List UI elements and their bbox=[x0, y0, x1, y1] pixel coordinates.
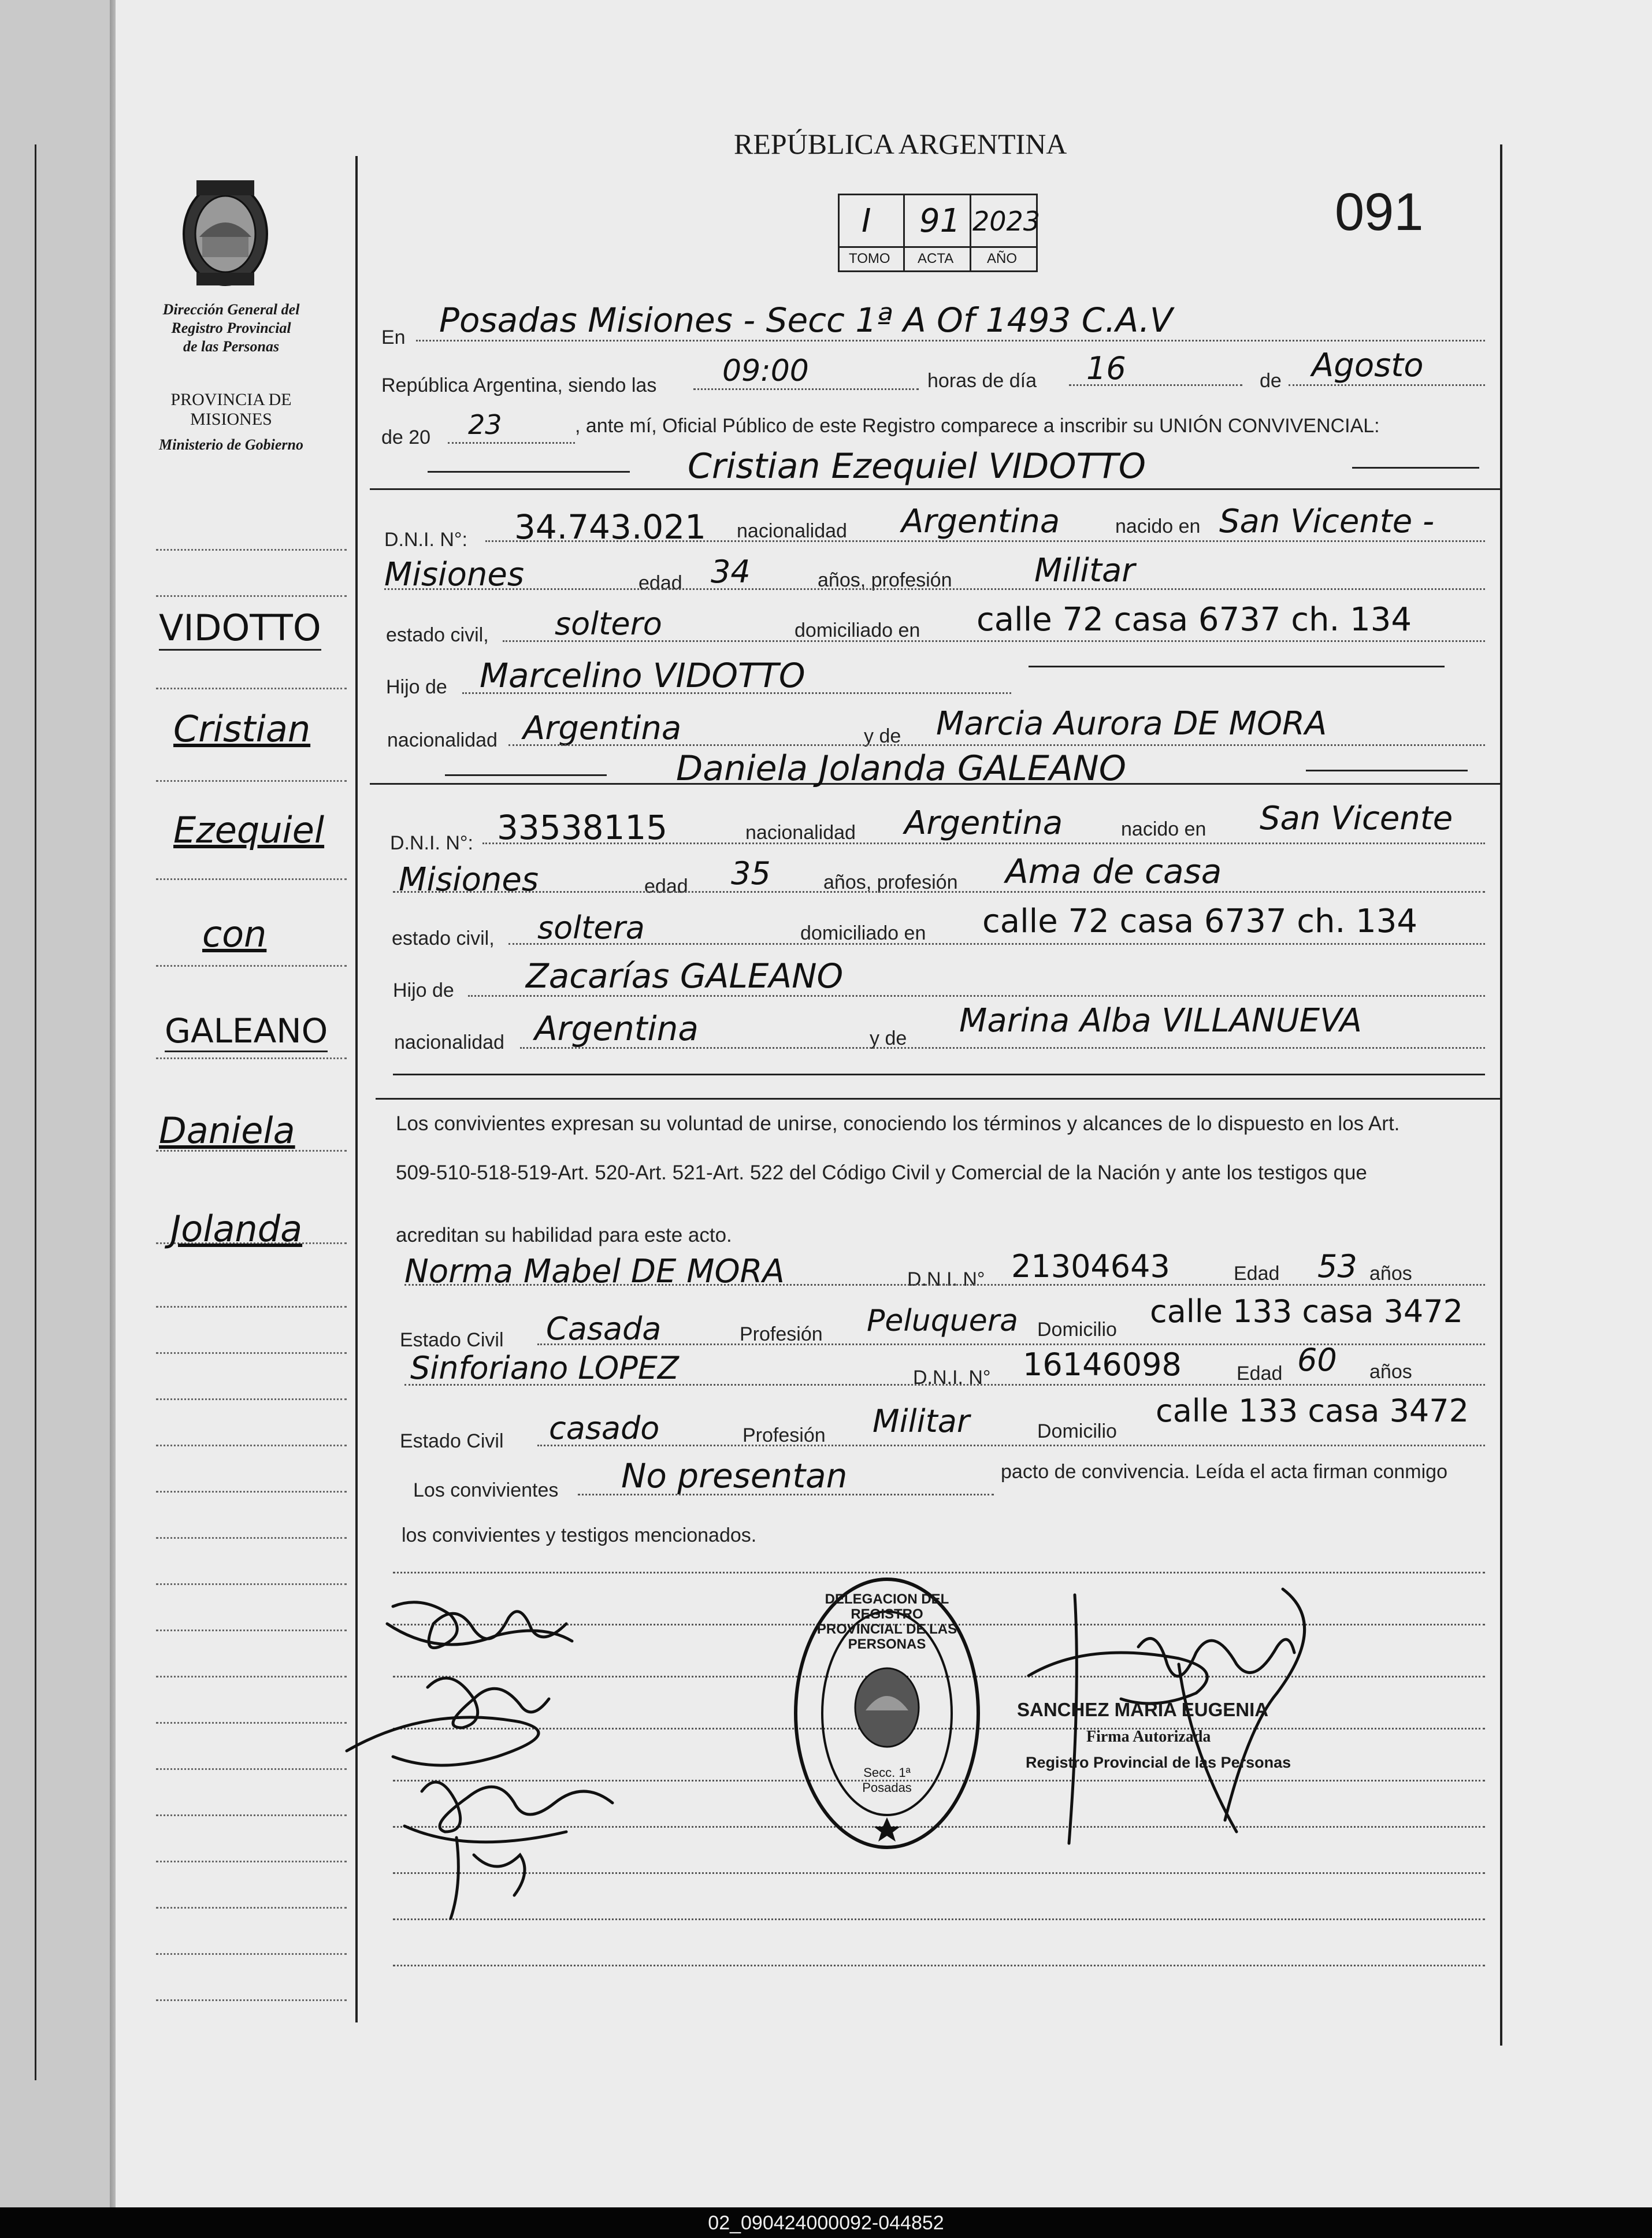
w2-anios-label: años bbox=[1369, 1361, 1412, 1383]
official-name: SANCHEZ MARIA EUGENIA bbox=[1017, 1699, 1269, 1720]
w1-anios-label: años bbox=[1369, 1263, 1412, 1285]
margin-line bbox=[156, 688, 347, 689]
right-border bbox=[1500, 144, 1502, 2046]
w1-name: Norma Mabel DE MORA bbox=[404, 1253, 785, 1290]
pacto-label: pacto de convivencia. Leída el acta firman conmigo bbox=[1001, 1461, 1448, 1483]
w2-profesion: Militar bbox=[873, 1403, 970, 1439]
anio-value: 2023 bbox=[972, 206, 1041, 237]
margin-line bbox=[156, 1398, 347, 1400]
w2-estado: casado bbox=[549, 1410, 660, 1446]
w2-name: Sinforiano LOPEZ bbox=[410, 1350, 679, 1386]
w1-domicilio-label: Domicilio bbox=[1037, 1319, 1117, 1341]
margin-line bbox=[156, 1352, 347, 1354]
place-value: Posadas Misiones - Secc 1ª A Of 1493 C.A.V bbox=[439, 300, 1173, 340]
w2-line-1 bbox=[404, 1384, 1485, 1386]
p1-nac-padre: Argentina bbox=[523, 710, 682, 747]
w1-profesion-label: Profesión bbox=[740, 1323, 823, 1345]
p1-dni-label: D.N.I. N°: bbox=[384, 529, 467, 551]
margin-line bbox=[156, 1537, 347, 1539]
margin-name-con: con bbox=[202, 913, 267, 955]
name-dash-left bbox=[428, 471, 630, 473]
convivientes-label: Los convivientes bbox=[413, 1479, 559, 1501]
w1-line-1 bbox=[404, 1284, 1485, 1286]
p2-closing-rule bbox=[393, 1074, 1485, 1075]
tomo-value: I bbox=[862, 202, 871, 240]
convivientes-witness-signatures bbox=[324, 1583, 647, 1942]
p1-dni: 34.743.021 bbox=[514, 507, 707, 547]
month-value: Agosto bbox=[1312, 347, 1424, 384]
margin-line bbox=[156, 1722, 347, 1724]
official-role: Firma Autorizada bbox=[1086, 1728, 1211, 1746]
seal-text: DELEGACION DEL REGISTRO PROVINCIAL DE LAS PERSONAS bbox=[816, 1591, 957, 1652]
w1-estado: Casada bbox=[546, 1311, 662, 1347]
pacto-line bbox=[578, 1494, 994, 1495]
w2-profesion-label: Profesión bbox=[743, 1424, 826, 1446]
w2-dni-label: D.N.I. N° bbox=[913, 1367, 991, 1389]
country-title: REPÚBLICA ARGENTINA bbox=[734, 128, 1067, 160]
p2-dash-left bbox=[445, 774, 607, 776]
margin-line bbox=[156, 1814, 347, 1816]
coat-of-arms-icon bbox=[173, 173, 277, 289]
institution-name bbox=[133, 300, 329, 356]
institution-line: Registro Provincial bbox=[171, 320, 291, 336]
body-line-1: Los convivientes expresan su voluntad de unirse, conociendo los términos y alcances de lo dispuesto en los Art. bbox=[396, 1112, 1400, 1135]
p2-madre: Marina Alba VILLANUEVA bbox=[959, 1002, 1362, 1040]
p2-nacido-1: San Vicente bbox=[1260, 800, 1453, 837]
scan-footer-bar bbox=[0, 2207, 1652, 2238]
w2-dni: 16146098 bbox=[1023, 1346, 1182, 1383]
p2-line-1 bbox=[482, 843, 1485, 844]
p1-nac-label: nacionalidad bbox=[737, 520, 847, 542]
margin-line bbox=[156, 1491, 347, 1493]
p2-dni-label: D.N.I. N°: bbox=[390, 832, 473, 854]
p2-dash-right bbox=[1306, 770, 1468, 771]
acta-label: ACTA bbox=[918, 251, 954, 266]
p1-nac-padre-label: nacionalidad bbox=[387, 729, 498, 751]
margin-line bbox=[156, 1445, 347, 1446]
anio-label: AÑO bbox=[987, 251, 1018, 266]
p2-padre: Zacarías GALEANO bbox=[526, 956, 844, 996]
margin-name-vidotto: VIDOTTO bbox=[159, 607, 321, 651]
p1-domicilio: calle 72 casa 6737 ch. 134 bbox=[977, 601, 1412, 639]
acta-value: 91 bbox=[919, 202, 961, 240]
margin-name-ezequiel: Ezequiel bbox=[173, 809, 325, 851]
w2-edad: 60 bbox=[1297, 1342, 1337, 1378]
p1-profesion-label: años, profesión bbox=[818, 569, 952, 591]
w1-edad-label: Edad bbox=[1234, 1263, 1280, 1285]
p1-nacionalidad: Argentina bbox=[901, 503, 1060, 540]
w2-domicilio-label: Domicilio bbox=[1037, 1420, 1117, 1442]
w1-profesion: Peluquera bbox=[867, 1304, 1018, 1338]
w2-edad-label: Edad bbox=[1237, 1363, 1283, 1385]
statement: , ante mí, Oficial Público de este Registro comparece a inscribir su UNIÓN CONVIVENCIAL: bbox=[575, 415, 1380, 437]
institution-line: Dirección General del bbox=[162, 301, 300, 318]
province-line: PROVINCIA DE bbox=[170, 390, 292, 409]
p2-line-3 bbox=[508, 943, 1485, 945]
p1-padre: Marcelino VIDOTTO bbox=[480, 656, 805, 695]
margin-line bbox=[156, 1057, 347, 1059]
margin-line bbox=[156, 1676, 347, 1677]
margin-line bbox=[156, 1768, 347, 1770]
siendo-label: República Argentina, siendo las bbox=[381, 374, 657, 396]
pacto-value: No presentan bbox=[621, 1456, 848, 1495]
person1-full-name: Cristian Ezequiel VIDOTTO bbox=[688, 446, 1146, 487]
closing-last-line: los convivientes y testigos mencionados. bbox=[402, 1524, 757, 1546]
margin-name-galeano: GALEANO bbox=[165, 1011, 328, 1052]
margin-name-jolanda: Jolanda bbox=[170, 1208, 303, 1250]
p2-nacido-label: nacido en bbox=[1121, 818, 1206, 840]
name-dash-right bbox=[1352, 467, 1479, 469]
w2-estado-label: Estado Civil bbox=[400, 1430, 504, 1452]
p2-nacionalidad: Argentina bbox=[904, 804, 1063, 842]
margin-line bbox=[156, 595, 347, 597]
acta-number: 091 bbox=[1335, 183, 1424, 242]
ministry-name: Ministerio de Gobierno bbox=[159, 436, 303, 453]
p1-line-4 bbox=[462, 692, 1011, 694]
p1-domicilio-label: domiciliado en bbox=[795, 619, 920, 641]
seal-inner-text: Secc. 1ª Posadas bbox=[862, 1765, 912, 1795]
province-line: MISIONES bbox=[190, 410, 272, 429]
previous-page-edge bbox=[0, 0, 121, 2207]
w1-domicilio: calle 133 casa 3472 bbox=[1150, 1293, 1464, 1330]
p1-nacido-1: San Vicente - bbox=[1219, 503, 1435, 540]
p1-nacido-2: Misiones bbox=[384, 556, 524, 593]
w1-dni: 21304643 bbox=[1011, 1248, 1170, 1285]
margin-line bbox=[156, 1306, 347, 1308]
signature-line bbox=[393, 1572, 1485, 1573]
hour-value: 09:00 bbox=[722, 354, 809, 388]
tomo-acta-anio-box bbox=[838, 194, 1041, 272]
p1-line-1 bbox=[485, 540, 1485, 542]
tomo-label: TOMO bbox=[849, 251, 890, 266]
p2-domicilio-label: domiciliado en bbox=[800, 922, 926, 944]
p2-dni: 33538115 bbox=[497, 808, 668, 847]
p2-line-4 bbox=[468, 995, 1485, 997]
p2-line-5 bbox=[520, 1047, 1485, 1049]
p2-estado-label: estado civil, bbox=[392, 927, 495, 949]
p2-edad-label: edad bbox=[644, 875, 688, 897]
p2-estado: soltera bbox=[537, 910, 645, 946]
hour-line bbox=[693, 388, 919, 390]
p1-line-2 bbox=[384, 588, 1485, 590]
w1-estado-label: Estado Civil bbox=[400, 1329, 504, 1351]
w2-domicilio: calle 133 casa 3472 bbox=[1156, 1393, 1469, 1429]
margin-line bbox=[156, 1999, 347, 2001]
p1-profesion: Militar bbox=[1034, 552, 1135, 589]
p1-nacido-label: nacido en bbox=[1115, 515, 1201, 537]
w1-dni-label: D.N.I. N° bbox=[907, 1268, 985, 1290]
p1-yde-label: y de bbox=[864, 725, 901, 747]
margin-line bbox=[156, 1861, 347, 1862]
body-line-3: acreditan su habilidad para este acto. bbox=[396, 1224, 732, 1246]
en-label: En bbox=[381, 326, 406, 348]
month-line bbox=[1289, 384, 1485, 386]
person2-full-name: Daniela Jolanda GALEANO bbox=[676, 748, 1126, 789]
w1-line-2 bbox=[537, 1343, 1485, 1345]
p1-hijo-label: Hijo de bbox=[386, 676, 447, 698]
section-divider-3 bbox=[376, 1098, 1502, 1100]
registry-oval-seal bbox=[792, 1575, 982, 1852]
p1-line-3 bbox=[503, 640, 1485, 642]
p1-edad: 34 bbox=[711, 554, 751, 590]
p1-edad-label: edad bbox=[638, 572, 682, 594]
p2-nac-padre: Argentina bbox=[534, 1009, 699, 1048]
institution-line: de las Personas bbox=[183, 338, 280, 355]
signature-line bbox=[393, 1965, 1485, 1966]
p1-madre: Marcia Aurora DE MORA bbox=[936, 705, 1327, 743]
w2-line-2 bbox=[537, 1445, 1485, 1446]
place-line bbox=[416, 340, 1485, 342]
margin-line bbox=[156, 780, 347, 782]
p2-edad: 35 bbox=[731, 855, 771, 892]
p2-nac-label: nacionalidad bbox=[745, 822, 856, 844]
section-divider-1 bbox=[370, 488, 1502, 490]
de-label: de bbox=[1260, 370, 1282, 392]
p2-profesion: Ama de casa bbox=[1005, 852, 1222, 891]
margin-line bbox=[156, 1953, 347, 1955]
day-line bbox=[1069, 384, 1242, 386]
p2-hijo-label: Hijo de bbox=[393, 979, 454, 1001]
year-prefix: de 20 bbox=[381, 426, 431, 448]
margin-line bbox=[156, 549, 347, 551]
w1-edad: 53 bbox=[1317, 1248, 1357, 1285]
margin-name-cristian: Cristian bbox=[173, 708, 311, 750]
year-line bbox=[448, 442, 575, 444]
p1-estado: soltero bbox=[555, 606, 662, 642]
margin-line bbox=[156, 1907, 347, 1909]
margin-line bbox=[156, 1630, 347, 1631]
year-suffix: 23 bbox=[468, 409, 502, 440]
province-name bbox=[133, 390, 329, 429]
p2-domicilio: calle 72 casa 6737 ch. 134 bbox=[982, 903, 1418, 940]
provincial-coat-of-arms bbox=[173, 173, 277, 289]
p2-profesion-label: años, profesión bbox=[823, 871, 958, 893]
p1-estado-label: estado civil, bbox=[386, 624, 489, 646]
p2-line-2 bbox=[393, 891, 1485, 893]
scan-filename: 02_090424000092-044852 bbox=[708, 2212, 944, 2234]
official-office: Registro Provincial de las Personas bbox=[1026, 1754, 1291, 1771]
previous-page-rule bbox=[35, 144, 36, 2080]
horas-label: horas de día bbox=[927, 370, 1037, 392]
p2-nac-padre-label: nacionalidad bbox=[394, 1031, 504, 1053]
p1-line-5 bbox=[508, 744, 1485, 746]
day-value: 16 bbox=[1086, 350, 1126, 387]
margin-line bbox=[156, 965, 347, 967]
margin-line bbox=[156, 1583, 347, 1585]
p1-padre-dash bbox=[1029, 666, 1445, 667]
p2-nacido-2: Misiones bbox=[399, 861, 539, 899]
margin-name-daniela: Daniela bbox=[159, 1109, 295, 1152]
margin-line bbox=[156, 878, 347, 880]
body-line-2: 509-510-518-519-Art. 520-Art. 521-Art. 522 del Código Civil y Comercial de la Nación y ante los testigos que bbox=[396, 1161, 1367, 1184]
p2-yde-label: y de bbox=[870, 1027, 907, 1049]
